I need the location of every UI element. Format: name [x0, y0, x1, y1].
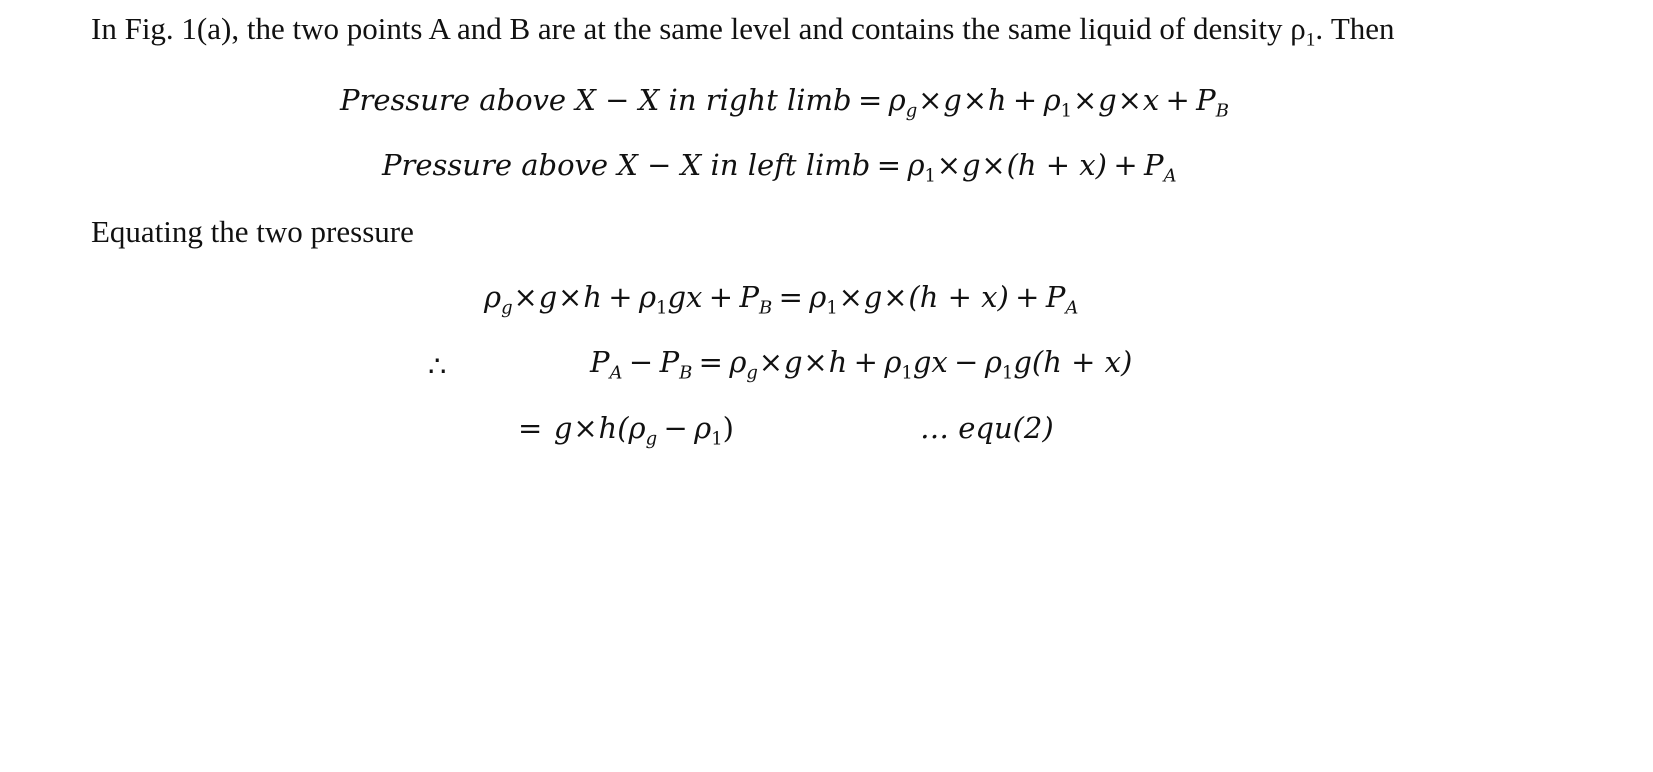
rho-symbol: ρ	[984, 345, 1002, 379]
intro-text: In Fig. 1(a), the two points A and B are at the same level and contains the same liquid of density ρ	[91, 11, 1306, 46]
equation-label: … equ(2)	[920, 411, 1054, 445]
minus-sign: −	[663, 411, 688, 445]
rho-subscript: 1	[656, 297, 668, 319]
equals-sign: =	[698, 345, 723, 379]
rho-symbol: ρ	[638, 280, 657, 314]
g-times-sum: g(h + x)	[1013, 345, 1133, 379]
rho-subscript: 1	[1060, 100, 1073, 122]
pressure-subscript: A	[609, 362, 623, 384]
pressure-symbol: P	[659, 345, 680, 379]
times-sign: ×	[936, 148, 962, 182]
pressure-subscript: A	[1163, 165, 1177, 187]
rho-subscript: 1	[901, 362, 913, 384]
plus-sign: +	[853, 345, 878, 379]
equation-lhs: Pressure above X − X in left limb	[382, 148, 871, 182]
variable-g: g	[943, 83, 962, 117]
rho-subscript: 1	[711, 428, 723, 450]
variable-g: g	[1098, 83, 1117, 117]
parenthesized-sum: (h + x)	[908, 280, 1009, 314]
rho-subscript: g	[905, 100, 918, 122]
equating-text: Equating the two pressure	[91, 214, 414, 249]
equals-sign: =	[778, 280, 803, 314]
variable-h: h	[828, 345, 848, 379]
variable-h: h	[987, 83, 1007, 117]
rho-subscript: g	[746, 362, 758, 384]
therefore-symbol: ∴	[428, 349, 447, 383]
equation-difference	[590, 342, 1132, 382]
rho-subscript: 1	[924, 165, 936, 187]
rho-symbol: ρ	[628, 411, 646, 445]
equation-right-limb	[340, 80, 1229, 120]
close-paren: )	[722, 411, 734, 445]
times-sign: ×	[558, 280, 583, 314]
equation-equate	[484, 277, 1078, 317]
plus-sign: +	[1015, 280, 1040, 314]
rho-symbol: ρ	[729, 345, 747, 379]
pressure-symbol: P	[739, 280, 759, 314]
times-sign: ×	[981, 148, 1006, 182]
times-sign: ×	[918, 83, 943, 117]
pressure-subscript: A	[1065, 297, 1079, 319]
times-sign: ×	[573, 411, 598, 445]
rho-symbol: ρ	[694, 411, 712, 445]
pressure-subscript: B	[1215, 100, 1229, 122]
rho-symbol: ρ	[484, 280, 502, 314]
minus-sign: −	[954, 345, 979, 379]
equals-sign: =	[518, 411, 543, 445]
times-sign: ×	[838, 280, 863, 314]
variable-x: x	[1142, 83, 1160, 117]
variable-g: g	[961, 148, 981, 182]
rho-symbol: ρ	[907, 148, 925, 182]
equation-left-limb	[382, 145, 1177, 185]
rho-subscript: 1	[1001, 362, 1014, 384]
rho-symbol: ρ	[809, 280, 827, 314]
times-sign: ×	[1117, 83, 1142, 117]
equation-lhs: Pressure above X − X in right limb	[340, 83, 852, 117]
pressure-subscript: B	[679, 362, 693, 384]
equals-sign: =	[857, 83, 883, 117]
equation-result	[518, 408, 734, 448]
product-gx: gx	[912, 345, 948, 379]
pressure-symbol: P	[1144, 148, 1164, 182]
plus-sign: +	[1012, 83, 1038, 117]
times-sign: ×	[1072, 83, 1098, 117]
times-sign: ×	[758, 345, 784, 379]
intro-density-subscript: 1	[1305, 29, 1316, 51]
rho-subscript: g	[645, 428, 658, 450]
rho-symbol: ρ	[884, 345, 902, 379]
intro-paragraph	[91, 10, 1395, 51]
intro-text-end: . Then	[1315, 11, 1395, 46]
parenthesized-sum: (h + x)	[1006, 148, 1107, 182]
product-gx: gx	[667, 280, 703, 314]
plus-sign: +	[1113, 148, 1138, 182]
variable-g: g	[553, 411, 573, 445]
plus-sign: +	[608, 280, 633, 314]
rho-subscript: 1	[826, 297, 838, 319]
pressure-symbol: P	[1045, 280, 1066, 314]
pressure-symbol: P	[1196, 83, 1216, 117]
variable-h: h	[583, 280, 602, 314]
pressure-symbol: P	[590, 345, 610, 379]
rho-symbol: ρ	[1043, 83, 1061, 117]
plus-sign: +	[1165, 83, 1190, 117]
times-sign: ×	[803, 345, 828, 379]
plus-sign: +	[708, 280, 734, 314]
times-sign: ×	[513, 280, 538, 314]
times-sign: ×	[962, 83, 987, 117]
rho-symbol: ρ	[888, 83, 906, 117]
minus-sign: −	[628, 345, 654, 379]
variable-g: g	[783, 345, 803, 379]
rho-subscript: g	[501, 297, 513, 319]
pressure-subscript: B	[758, 297, 773, 319]
h-open-paren: h(	[598, 411, 629, 445]
equals-sign: =	[876, 148, 902, 182]
variable-g: g	[863, 280, 883, 314]
variable-g: g	[538, 280, 558, 314]
times-sign: ×	[883, 280, 908, 314]
